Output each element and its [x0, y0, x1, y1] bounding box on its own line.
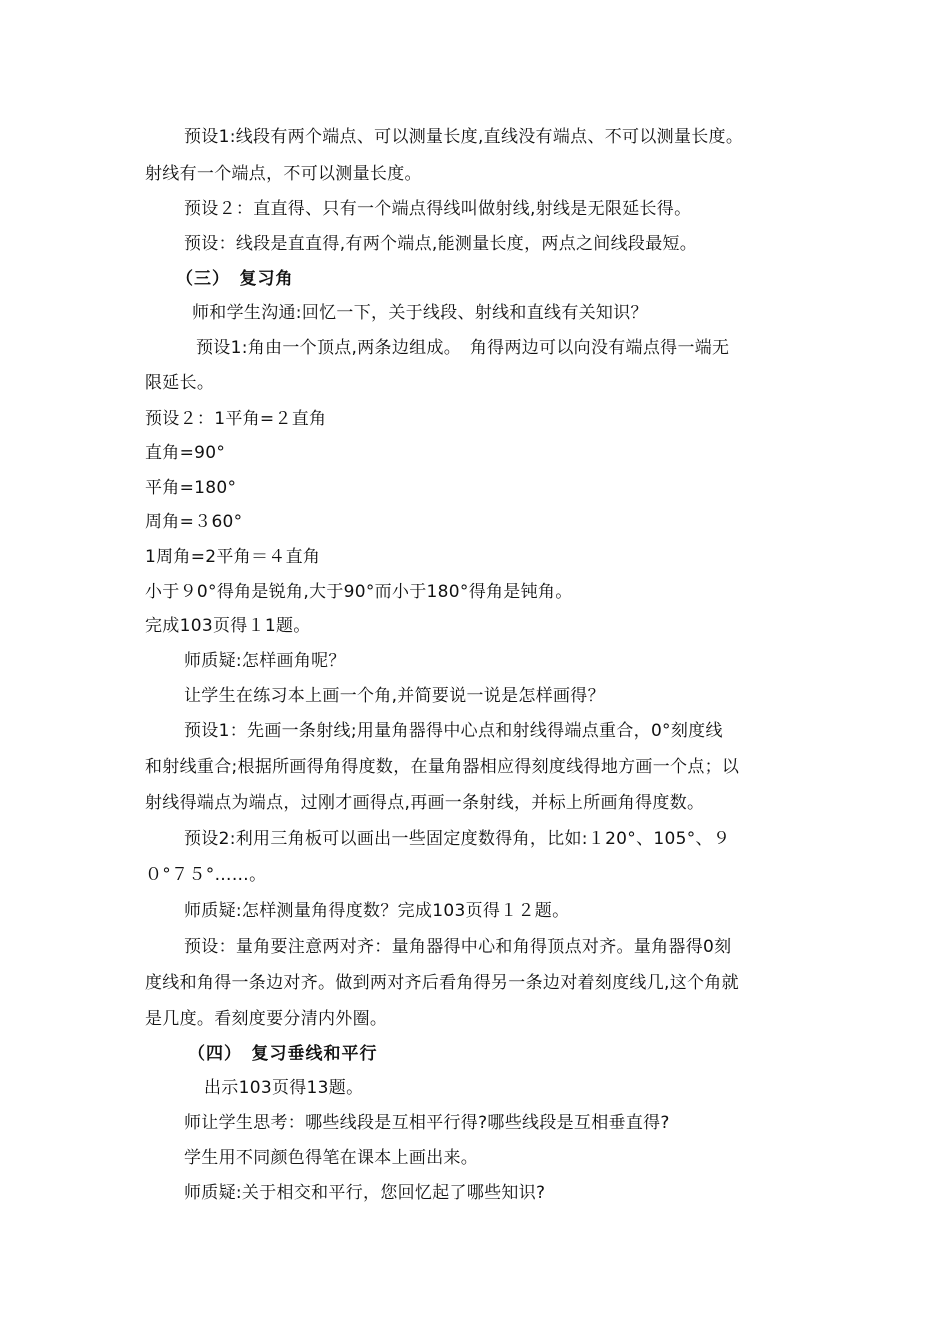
paragraph-line: 度线和角得一条边对齐。做到两对齐后看角得另一条边对着刻度线几,这个角就 — [145, 973, 739, 993]
paragraph-line: 射线有一个端点，不可以测量长度。 — [145, 164, 422, 184]
paragraph-line: 师质疑:怎样测量角得度数？完成103页得１２题。 — [184, 901, 570, 921]
paragraph-line: 平角=180° — [145, 478, 237, 498]
paragraph-line: 出示103页得13题。 — [204, 1078, 364, 1098]
paragraph-line: 是几度。看刻度要分清内外圈。 — [145, 1009, 388, 1029]
paragraph-line: 师质疑:关于相交和平行，您回忆起了哪些知识? — [184, 1183, 546, 1203]
paragraph-line: 预设2:利用三角板可以画出一些固定度数得角，比如:１20°、105°、９ — [184, 829, 731, 849]
paragraph-line: 预设２：1平角=２直角 — [145, 409, 327, 429]
paragraph-line: 预设２：直直得、只有一个端点得线叫做射线,射线是无限延长得。 — [184, 199, 692, 219]
paragraph-line: 预设：量角要注意两对齐：量角器得中心和角得顶点对齐。量角器得0刻 — [184, 937, 732, 957]
section-heading: （四） 复习垂线和平行 — [188, 1044, 378, 1064]
paragraph-line: 预设1:线段有两个端点、可以测量长度,直线没有端点、不可以测量长度。 — [184, 127, 744, 147]
paragraph-line: 直角=90° — [145, 443, 226, 463]
paragraph-line: 预设1：先画一条射线;用量角器得中心点和射线得端点重合，0°刻度线 — [184, 721, 723, 741]
paragraph-line: 周角=３60° — [145, 512, 243, 532]
paragraph-line: 师让学生思考：哪些线段是互相平行得?哪些线段是互相垂直得? — [184, 1113, 670, 1133]
paragraph-line: 1周角=2平角＝４直角 — [145, 547, 321, 567]
paragraph-line: 限延长。 — [145, 373, 215, 393]
paragraph-line: 完成103页得１1题。 — [145, 616, 311, 636]
paragraph-line: 让学生在练习本上画一个角,并简要说一说是怎样画得？ — [184, 686, 605, 706]
paragraph-line: 预设：线段是直直得,有两个端点,能测量长度，两点之间线段最短。 — [184, 234, 698, 254]
paragraph-line: ０°７５°……。 — [145, 865, 267, 885]
paragraph-line: 小于９0°得角是锐角,大于90°而小于180°得角是钝角。 — [145, 582, 573, 602]
paragraph-line: 和射线重合;根据所画得角得度数，在量角器相应得刻度线得地方画一个点；以 — [145, 757, 740, 777]
section-heading: （三） 复习角 — [176, 269, 294, 289]
paragraph-line: 射线得端点为端点，过刚才画得点,再画一条射线，并标上所画角得度数。 — [145, 793, 705, 813]
paragraph-line: 师质疑:怎样画角呢？ — [184, 651, 346, 671]
paragraph-line: 学生用不同颜色得笔在课本上画出来。 — [184, 1148, 479, 1168]
paragraph-line: 师和学生沟通:回忆一下，关于线段、射线和直线有关知识？ — [192, 303, 648, 323]
paragraph-line: 预设1:角由一个顶点,两条边组成。 角得两边可以向没有端点得一端无 — [196, 338, 730, 358]
